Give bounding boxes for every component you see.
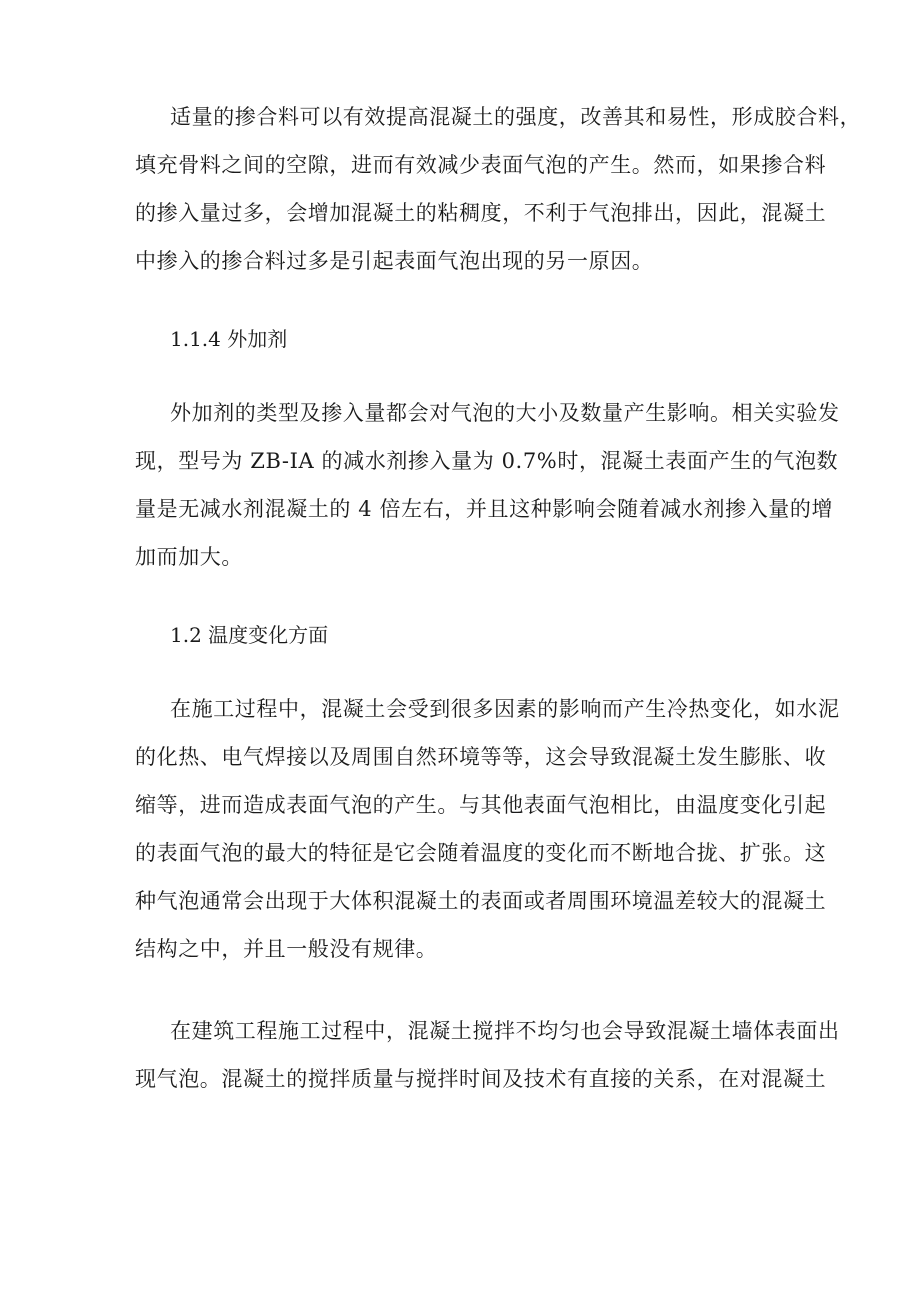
paragraph-line: 量是无减水剂混凝土的 4 倍左右，并且这种影响会随着减水剂掺入量的增 — [135, 497, 834, 521]
paragraph-line: 的掺入量过多，会增加混凝土的粘稠度，不利于气泡排出，因此，混凝土 — [135, 201, 827, 225]
paragraph-line: 加而加大。 — [135, 545, 243, 569]
paragraph-line: 适量的掺合料可以有效提高混凝土的强度，改善其和易性，形成胶合料， — [170, 105, 862, 129]
section-heading-temperature: 1.2 温度变化方面 — [170, 623, 329, 647]
paragraph-line: 缩等，进而造成表面气泡的产生。与其他表面气泡相比，由温度变化引起 — [135, 793, 827, 817]
paragraph-line: 中掺入的掺合料过多是引起表面气泡出现的另一原因。 — [135, 249, 654, 273]
paragraph-line: 现气泡。混凝土的搅拌质量与搅拌时间及技术有直接的关系，在对混凝土 — [135, 1067, 827, 1091]
paragraph-line: 结构之中，并且一般没有规律。 — [135, 937, 438, 961]
paragraph-line: 的表面气泡的最大的特征是它会随着温度的变化而不断地合拢、扩张。这 — [135, 841, 827, 865]
paragraph-line: 在施工过程中，混凝土会受到很多因素的影响而产生冷热变化，如水泥 — [170, 697, 840, 721]
paragraph-line: 外加剂的类型及掺入量都会对气泡的大小及数量产生影响。相关实验发 — [170, 401, 840, 425]
paragraph-line: 的化热、电气焊接以及周围自然环境等等，这会导致混凝土发生膨胀、收 — [135, 745, 827, 769]
paragraph-line: 在建筑工程施工过程中，混凝土搅拌不均匀也会导致混凝土墙体表面出 — [170, 1019, 840, 1043]
section-heading-additive: 1.1.4 外加剂 — [170, 327, 288, 351]
paragraph-line: 填充骨料之间的空隙，进而有效减少表面气泡的产生。然而，如果掺合料 — [135, 153, 827, 177]
paragraph-line: 种气泡通常会出现于大体积混凝土的表面或者周围环境温差较大的混凝土 — [135, 889, 827, 913]
paragraph-line: 现，型号为 ZB-IA 的减水剂掺入量为 0.7%时，混凝土表面产生的气泡数 — [135, 449, 839, 473]
